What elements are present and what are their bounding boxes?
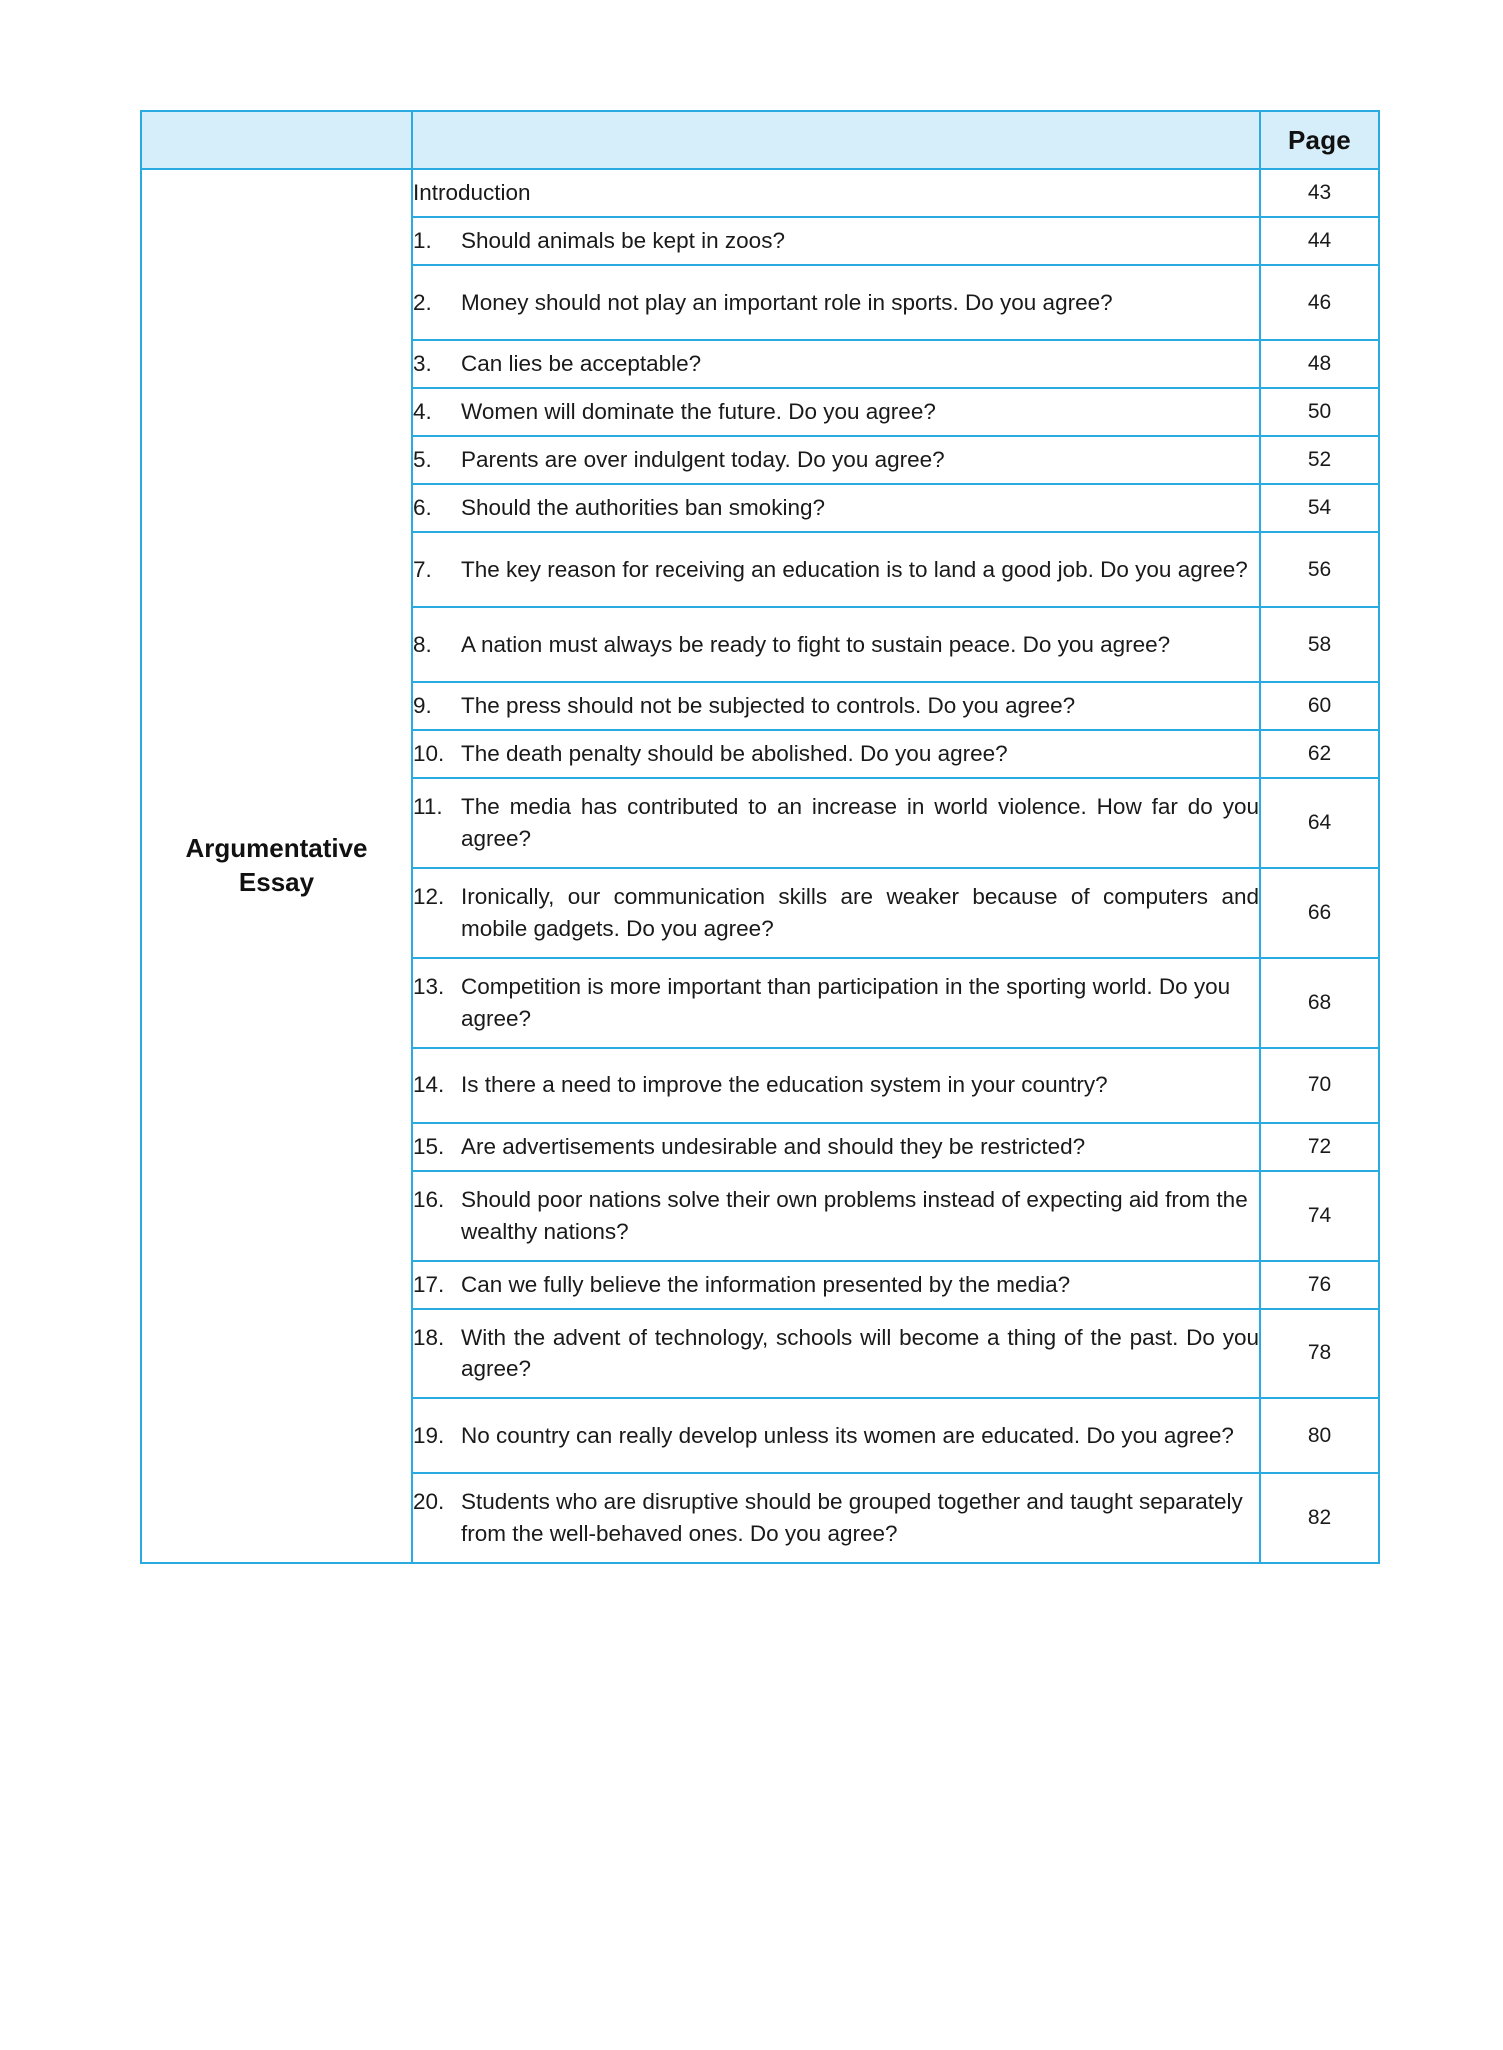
toc-item-cell[interactable]: [412, 868, 1260, 958]
toc-item-text: Women will dominate the future. Do you agree?: [461, 399, 936, 425]
toc-item: [413, 287, 1259, 319]
toc-item: [413, 1322, 1259, 1386]
category-label: [142, 832, 411, 900]
toc-page-number: 78: [1260, 1309, 1379, 1399]
toc-item-text: Students who are disruptive should be grouped together and taught separately from the well-behaved ones. Do you agree?: [461, 1489, 1243, 1547]
toc-item-text: Should the authorities ban smoking?: [461, 495, 825, 521]
toc-item-cell[interactable]: [412, 484, 1260, 532]
toc-table: [140, 110, 1380, 1564]
toc-item-text: Parents are over indulgent today. Do you agree?: [461, 447, 945, 473]
toc-page-number: 64: [1260, 778, 1379, 868]
toc-item: [413, 1069, 1259, 1101]
toc-page-number: 48: [1260, 340, 1379, 388]
toc-page-number: 74: [1260, 1171, 1379, 1261]
toc-item-text: Introduction: [413, 180, 531, 206]
toc-item-cell[interactable]: [412, 682, 1260, 730]
category-label-line1: Argumentative: [185, 833, 368, 864]
toc-item-number: 19.: [413, 1422, 445, 1448]
toc-item-number: 1.: [413, 228, 432, 254]
toc-item-number: 17.: [413, 1271, 445, 1297]
toc-page-number: 56: [1260, 532, 1379, 607]
toc-item-cell[interactable]: [412, 1398, 1260, 1473]
toc-page-number: 82: [1260, 1473, 1379, 1563]
category-label-line2: Essay: [238, 867, 315, 898]
toc-page-number: 43: [1260, 169, 1379, 217]
toc-item-cell[interactable]: [412, 1171, 1260, 1261]
header-category-cell: [141, 111, 412, 169]
toc-item-text: Should animals be kept in zoos?: [461, 228, 785, 254]
toc-item-cell[interactable]: [412, 532, 1260, 607]
toc-item: [413, 971, 1259, 1035]
toc-page-number: 60: [1260, 682, 1379, 730]
table-of-contents: [140, 110, 1378, 1564]
toc-item-cell[interactable]: [412, 607, 1260, 682]
toc-item-cell[interactable]: [412, 217, 1260, 265]
toc-item: [413, 444, 1259, 476]
category-cell: [141, 169, 412, 1563]
toc-item-cell[interactable]: [412, 1048, 1260, 1123]
toc-item-number: 6.: [413, 495, 432, 521]
toc-item-text: Can we fully believe the information presented by the media?: [461, 1271, 1071, 1297]
toc-item-text: Money should not play an important role in sports. Do you agree?: [461, 289, 1113, 315]
toc-item-text: The key reason for receiving an education is to land a good job. Do you agree?: [461, 556, 1248, 582]
header-item-cell: [412, 111, 1260, 169]
toc-item: [413, 1184, 1259, 1248]
toc-item-number: 3.: [413, 351, 432, 377]
toc-item: [413, 554, 1259, 586]
toc-item-text: Competition is more important than participation in the sporting world. Do you agree?: [461, 973, 1231, 1031]
toc-item: [413, 629, 1259, 661]
toc-item-number: 10.: [413, 741, 445, 767]
toc-item-cell[interactable]: [412, 1261, 1260, 1309]
toc-page-number: 44: [1260, 217, 1379, 265]
toc-item: [413, 492, 1259, 524]
toc-item-number: 15.: [413, 1133, 445, 1159]
toc-page-number: 54: [1260, 484, 1379, 532]
toc-item-cell[interactable]: [412, 340, 1260, 388]
toc-item-text: Are advertisements undesirable and should they be restricted?: [461, 1133, 1086, 1159]
toc-item-cell[interactable]: [412, 730, 1260, 778]
toc-item-number: 12.: [413, 883, 445, 909]
toc-item-text: Should poor nations solve their own problems instead of expecting aid from the wealthy nations?: [461, 1186, 1248, 1244]
toc-page-number: 80: [1260, 1398, 1379, 1473]
toc-item-text: No country can really develop unless its women are educated. Do you agree?: [461, 1422, 1234, 1448]
toc-item-text: A nation must always be ready to fight to sustain peace. Do you agree?: [461, 631, 1171, 657]
toc-item: [413, 225, 1259, 257]
toc-item: [413, 1131, 1259, 1163]
toc-header-row: [141, 111, 1379, 169]
toc-item-text: The death penalty should be abolished. Do you agree?: [461, 741, 1008, 767]
toc-item-cell[interactable]: [412, 778, 1260, 868]
toc-item-cell[interactable]: [412, 1309, 1260, 1399]
toc-item-cell[interactable]: [412, 265, 1260, 340]
toc-item: [413, 348, 1259, 380]
toc-item-text: Ironically, our communication skills are weaker because of computers and mobile gadgets. Do you agree?: [461, 883, 1259, 941]
toc-page-number: 50: [1260, 388, 1379, 436]
toc-item: [413, 791, 1259, 855]
toc-item-number: 13.: [413, 973, 445, 999]
toc-item: [413, 1486, 1259, 1550]
toc-page-number: 62: [1260, 730, 1379, 778]
toc-item: [413, 881, 1259, 945]
toc-page-number: 68: [1260, 958, 1379, 1048]
toc-item-cell[interactable]: [412, 436, 1260, 484]
toc-page-number: 72: [1260, 1123, 1379, 1171]
toc-item-cell[interactable]: [412, 388, 1260, 436]
toc-item-number: 14.: [413, 1072, 445, 1098]
table-row: [141, 169, 1379, 217]
toc-item-number: 4.: [413, 399, 432, 425]
toc-item-text: With the advent of technology, schools will become a thing of the past. Do you agree?: [461, 1324, 1259, 1382]
toc-item-text: Is there a need to improve the education system in your country?: [461, 1072, 1108, 1098]
toc-page-number: 66: [1260, 868, 1379, 958]
toc-page-number: 58: [1260, 607, 1379, 682]
toc-item: [413, 1420, 1259, 1452]
toc-item: [413, 1269, 1259, 1301]
toc-item: [413, 396, 1259, 428]
toc-page-number: 76: [1260, 1261, 1379, 1309]
toc-item-text: The press should not be subjected to controls. Do you agree?: [461, 693, 1076, 719]
toc-item-number: 16.: [413, 1186, 445, 1212]
toc-item-text: Can lies be acceptable?: [461, 351, 702, 377]
toc-item-number: 20.: [413, 1489, 445, 1515]
toc-item-number: 7.: [413, 556, 432, 582]
toc-item-text: The media has contributed to an increase in world violence. How far do you agree?: [461, 794, 1259, 851]
toc-item-number: 8.: [413, 631, 432, 657]
toc-page-number: 52: [1260, 436, 1379, 484]
toc-item-number: 2.: [413, 289, 432, 315]
toc-item-cell[interactable]: [412, 1473, 1260, 1563]
toc-item: [413, 690, 1259, 722]
header-page-cell: Page: [1260, 111, 1379, 169]
toc-item: [413, 738, 1259, 770]
toc-item-number: 9.: [413, 693, 432, 719]
toc-item-number: 5.: [413, 447, 432, 473]
toc-item-cell[interactable]: [412, 958, 1260, 1048]
toc-item-cell[interactable]: [412, 1123, 1260, 1171]
toc-page-number: 70: [1260, 1048, 1379, 1123]
toc-page-number: 46: [1260, 265, 1379, 340]
toc-item-number: 11.: [413, 794, 443, 819]
toc-item-number: 18.: [413, 1324, 445, 1350]
toc-item-cell[interactable]: [412, 169, 1260, 217]
